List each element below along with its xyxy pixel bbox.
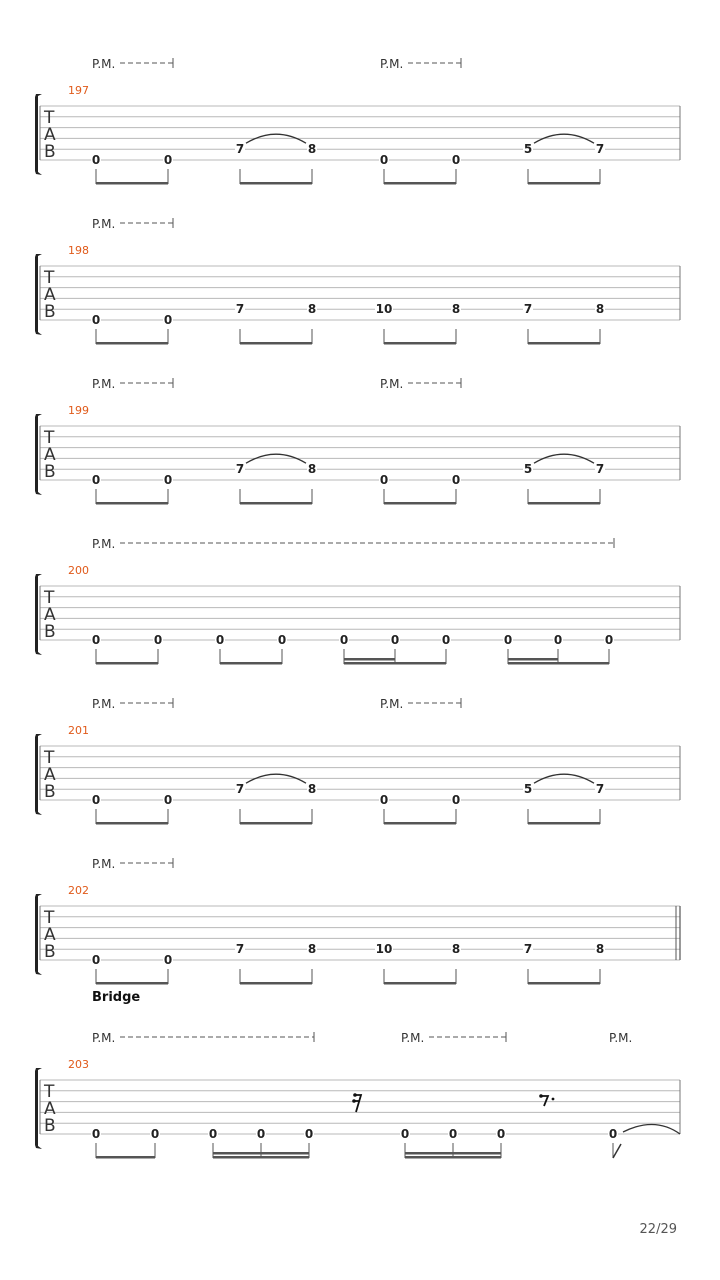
fret-number: 0 (215, 633, 225, 647)
fret-number: 7 (235, 942, 245, 957)
fret-number: 0 (553, 633, 563, 647)
bar-number: 200 (68, 564, 89, 577)
beam (240, 342, 312, 345)
fret-number: 8 (307, 942, 317, 957)
rest-dot (552, 1098, 555, 1101)
section-label: Bridge (92, 990, 141, 1005)
beam (96, 182, 168, 185)
bar-number: 203 (68, 1058, 89, 1071)
fret-number: 0 (163, 313, 173, 327)
tab-clef-letter: A (44, 925, 56, 945)
beam (344, 658, 395, 661)
palm-mute-label: P.M. (92, 857, 116, 871)
palm-mute-label: P.M. (92, 537, 116, 551)
fret-number: 8 (307, 782, 317, 797)
beam (528, 822, 600, 825)
fret-number: 0 (441, 633, 451, 647)
beam (528, 342, 600, 345)
beam (384, 822, 456, 825)
fret-number: 0 (163, 153, 173, 167)
tab-system-202 (35, 857, 680, 985)
tab-clef-letter: B (44, 142, 56, 162)
beam (384, 502, 456, 505)
beam (96, 982, 168, 985)
fret-number: 0 (91, 1127, 101, 1141)
fret-number: 8 (451, 302, 461, 317)
fret-number: 8 (307, 142, 317, 157)
tab-clef-letter: B (44, 462, 56, 482)
tab-clef-letter: A (44, 285, 56, 305)
fret-number: 0 (451, 473, 461, 487)
fret-number: 0 (379, 473, 389, 487)
beam (508, 658, 558, 661)
fret-number: 0 (339, 633, 349, 647)
bar-number: 198 (68, 244, 89, 257)
rest-head (353, 1093, 357, 1097)
fret-number: 0 (304, 1127, 314, 1141)
tab-system-201 (35, 697, 680, 825)
tab-clef-letter: B (44, 302, 56, 322)
fret-number: 0 (163, 473, 173, 487)
fret-number: 0 (208, 1127, 218, 1141)
bar-number: 201 (68, 724, 89, 737)
tab-clef-letter: T (44, 908, 55, 928)
beam (96, 662, 158, 665)
fret-number: 7 (523, 942, 533, 957)
fret-number: 5 (523, 462, 533, 477)
fret-number: 7 (235, 302, 245, 317)
palm-mute-label: P.M. (92, 697, 116, 711)
palm-mute-label: P.M. (92, 1031, 116, 1045)
fret-number: 0 (390, 633, 400, 647)
rest-head (352, 1099, 356, 1103)
fret-number: 0 (379, 793, 389, 807)
fret-number: 0 (503, 633, 513, 647)
palm-mute-label: P.M. (380, 697, 404, 711)
fret-number: 0 (91, 793, 101, 807)
fret-number: 0 (153, 633, 163, 647)
fret-number: 0 (163, 953, 173, 967)
bar-number: 202 (68, 884, 89, 897)
fret-number: 0 (91, 953, 101, 967)
fret-number: 7 (235, 142, 245, 157)
fret-number: 7 (595, 782, 605, 797)
beam (96, 502, 168, 505)
tab-clef-letter: A (44, 125, 56, 145)
tab-clef-letter: T (44, 268, 55, 288)
beam (240, 502, 312, 505)
beam (384, 982, 456, 985)
sixteenth-rest (354, 1095, 361, 1112)
tab-clef-letter: A (44, 605, 56, 625)
beam (384, 342, 456, 345)
beam (96, 342, 168, 345)
fret-number: 7 (235, 462, 245, 477)
tab-clef-letter: B (44, 622, 56, 642)
fret-number: 0 (608, 1127, 618, 1141)
tab-clef-letter: A (44, 1099, 56, 1119)
fret-number: 0 (379, 153, 389, 167)
beam (220, 662, 282, 665)
fret-number: 8 (307, 302, 317, 317)
rest-head (539, 1094, 543, 1098)
beam (96, 822, 168, 825)
fret-number: 0 (277, 633, 287, 647)
eighth-rest (541, 1096, 548, 1106)
fret-number: 5 (523, 782, 533, 797)
beam (213, 1152, 309, 1155)
beam (240, 822, 312, 825)
fret-number: 0 (400, 1127, 410, 1141)
beam (96, 1156, 155, 1159)
tab-system-197 (35, 57, 680, 185)
beam (528, 182, 600, 185)
fret-number: 8 (595, 302, 605, 317)
fret-number: 0 (451, 153, 461, 167)
fret-number: 0 (91, 473, 101, 487)
tab-clef-letter: B (44, 942, 56, 962)
palm-mute-label: P.M. (92, 217, 116, 231)
fret-number: 0 (496, 1127, 506, 1141)
beam (528, 502, 600, 505)
fret-number: 7 (595, 142, 605, 157)
note-flag (613, 1144, 621, 1158)
beam (213, 1156, 309, 1159)
fret-number: 10 (375, 942, 393, 957)
tab-clef-letter: B (44, 1116, 56, 1136)
beam (384, 182, 456, 185)
fret-number: 0 (91, 633, 101, 647)
tab-system-200 (35, 537, 680, 665)
beam (405, 1156, 501, 1159)
tab-clef-letter: A (44, 445, 56, 465)
fret-number: 8 (307, 462, 317, 477)
fret-number: 8 (595, 942, 605, 957)
fret-number: 0 (256, 1127, 266, 1141)
tab-system-198 (35, 217, 680, 345)
fret-number: 0 (91, 153, 101, 167)
fret-number: 0 (604, 633, 614, 647)
beam (405, 1152, 501, 1155)
fret-number: 0 (448, 1127, 458, 1141)
fret-number: 0 (150, 1127, 160, 1141)
tab-clef-letter: T (44, 428, 55, 448)
tie (623, 1124, 680, 1134)
fret-number: 7 (235, 782, 245, 797)
palm-mute-label: P.M. (380, 57, 404, 71)
tab-clef-letter: T (44, 1082, 55, 1102)
beam (240, 182, 312, 185)
palm-mute-label: P.M. (92, 377, 116, 391)
fret-number: 0 (451, 793, 461, 807)
palm-mute-label: P.M. (609, 1031, 633, 1045)
tab-clef-letter: T (44, 588, 55, 608)
palm-mute-label: P.M. (401, 1031, 425, 1045)
beam (528, 982, 600, 985)
bar-number: 197 (68, 84, 89, 97)
beam (344, 662, 395, 665)
fret-number: 8 (451, 942, 461, 957)
fret-number: 7 (523, 302, 533, 317)
fret-number: 10 (375, 302, 393, 317)
fret-number: 0 (163, 793, 173, 807)
tab-system-199 (35, 377, 680, 505)
beam (508, 662, 558, 665)
fret-number: 5 (523, 142, 533, 157)
fret-number: 0 (91, 313, 101, 327)
palm-mute-label: P.M. (92, 57, 116, 71)
beam (240, 982, 312, 985)
tab-system-203 (35, 990, 680, 1159)
tab-clef-letter: A (44, 765, 56, 785)
tab-clef-letter: B (44, 782, 56, 802)
page-number: 22/29 (639, 1222, 677, 1237)
tab-clef-letter: T (44, 108, 55, 128)
palm-mute-label: P.M. (380, 377, 404, 391)
tab-clef-letter: T (44, 748, 55, 768)
bar-number: 199 (68, 404, 89, 417)
fret-number: 7 (595, 462, 605, 477)
